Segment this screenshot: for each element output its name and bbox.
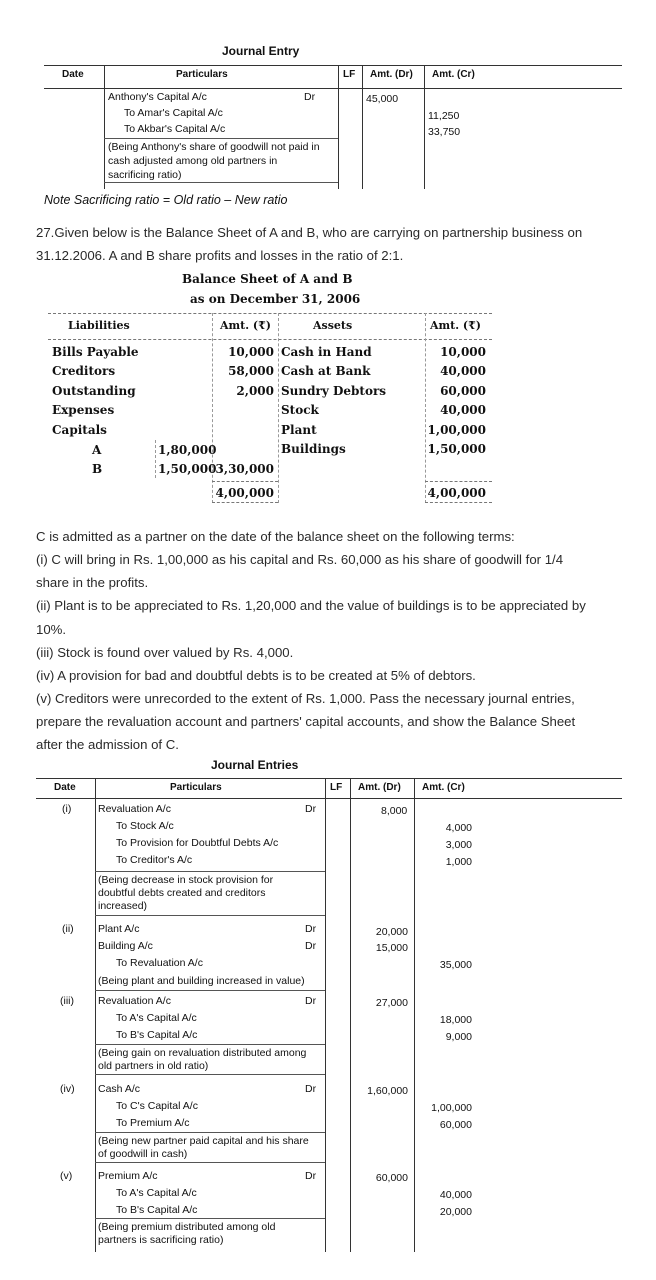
entry-2-dr-amount-2: 15,000 [375, 942, 408, 954]
bs-asset-amount-5: 1,00,000 [427, 423, 486, 437]
je2-header-lf: LF [330, 782, 343, 793]
entry-4-dr-amount: 1,60,000 [367, 1085, 408, 1097]
je1-header-particulars: Particulars [176, 69, 228, 80]
terms-line-8: (v) Creditors were unrecorded to the extent of Rs. 1,000. Pass the necessary journal entries, [36, 691, 575, 706]
entry-5-cr-amount-2: 20,000 [439, 1206, 472, 1218]
entry-1-narration-1: (Being decrease in stock provision for [98, 874, 274, 886]
terms-line-4: (ii) Plant is to be appreciated to Rs. 1,20,000 and the value of buildings is to be appreciated by [36, 598, 586, 613]
entry-2-dr-amount-1: 20,000 [375, 926, 408, 938]
bs-capital-a: 1,80,000 [158, 443, 217, 457]
entry-4-credit-2: To Premium A/c [116, 1117, 190, 1129]
entry-5-narration-1: (Being premium distributed among old [98, 1221, 276, 1233]
entry-1-cr-amount-2: 3,000 [445, 839, 472, 851]
je2-header-particulars: Particulars [170, 782, 222, 793]
entry-1-narration-2: doubtful debts created and creditors [98, 887, 266, 899]
entry-2-cr-amount: 35,000 [439, 959, 472, 971]
terms-line-5: 10%. [36, 622, 67, 637]
je1-cr-amount-2: 33,750 [428, 126, 461, 138]
je1-cr-amount-1: 11,250 [428, 110, 460, 122]
bs-total-right: 4,00,000 [427, 486, 486, 500]
entry-3-dr-amount: 27,000 [375, 997, 408, 1009]
je1-dr-amount: 45,000 [366, 93, 399, 105]
bs-asset-stock: Stock [281, 403, 319, 417]
entry-3-credit-1: To A's Capital A/c [116, 1012, 197, 1024]
entry-2-dr-mark-2: Dr [305, 940, 317, 952]
bs-liability-creditors: Creditors [52, 364, 116, 378]
bs-asset-amount-1: 10,000 [440, 345, 486, 359]
entry-5-number: (v) [60, 1170, 73, 1182]
entry-2-number: (ii) [62, 923, 74, 935]
bs-asset-cash-in-hand: Cash in Hand [281, 345, 372, 359]
bs-capital-b-label: B [92, 462, 103, 476]
bs-asset-amount-2: 40,000 [440, 364, 486, 378]
entry-3-debit-account: Revaluation A/c [98, 995, 171, 1007]
bs-asset-sundry-debtors: Sundry Debtors [281, 384, 387, 398]
je1-header-lf: LF [343, 69, 356, 80]
entry-4-narration-1: (Being new partner paid capital and his share [98, 1135, 309, 1147]
terms-line-10: after the admission of C. [36, 737, 179, 752]
entry-4-debit-account: Cash A/c [98, 1083, 141, 1095]
journal-entry-title: Journal Entry [222, 44, 300, 58]
bs-asset-amount-6: 1,50,000 [427, 442, 486, 456]
bs-liability-expenses: Expenses [52, 403, 115, 417]
entry-1-cr-amount-1: 4,000 [445, 822, 472, 834]
entry-5-dr-mark: Dr [305, 1170, 317, 1182]
bs-capital-b: 1,50,000 [158, 462, 217, 476]
bs-capital-total: 3,30,000 [215, 462, 274, 476]
entry-1-narration-3: increased) [98, 900, 148, 912]
question-line-2: 31.12.2006. A and B share profits and losses in the ratio of 2:1. [36, 248, 404, 263]
je2-header-dr: Amt. (Dr) [358, 782, 401, 793]
entry-5-dr-amount: 60,000 [375, 1172, 408, 1184]
entry-3-credit-2: To B's Capital A/c [116, 1029, 198, 1041]
terms-line-9: prepare the revaluation account and partners' capital accounts, and show the Balance Sheet [36, 714, 576, 729]
entry-2-debit-2: Building A/c [98, 940, 153, 952]
je1-debit-account: Anthony's Capital A/c [108, 91, 207, 103]
bs-asset-buildings: Buildings [281, 442, 346, 456]
entry-3-cr-amount-2: 9,000 [445, 1031, 472, 1043]
je1-narration-1: (Being Anthony's share of goodwill not paid in [108, 141, 320, 153]
je1-narration-2: cash adjusted among old partners in [108, 155, 278, 167]
bs-liability-capitals: Capitals [52, 423, 107, 437]
entry-4-cr-amount-1: 1,00,000 [431, 1102, 472, 1114]
entry-1-credit-1: To Stock A/c [116, 820, 174, 832]
entry-2-debit-1: Plant A/c [98, 923, 140, 935]
je1-header-dr: Amt. (Dr) [370, 69, 413, 80]
entry-1-dr-amount: 8,000 [381, 805, 408, 817]
je1-credit-account-1: To Amar's Capital A/c [124, 107, 223, 119]
bs-header-assets: Assets [313, 319, 353, 332]
entry-3-number: (iii) [60, 995, 74, 1007]
bs-header-liabilities: Liabilities [68, 319, 130, 332]
entry-1-cr-amount-3: 1,000 [445, 856, 472, 868]
balance-sheet-subtitle: as on December 31, 2006 [190, 292, 361, 306]
terms-line-7: (iv) A provision for bad and doubtful debts is to be created at 5% of debtors. [36, 668, 476, 683]
entry-1-dr-mark: Dr [305, 803, 317, 815]
bs-header-amt-right: Amt. (₹) [430, 319, 481, 332]
entry-5-cr-amount-1: 40,000 [439, 1189, 472, 1201]
bs-asset-amount-4: 40,000 [440, 403, 486, 417]
entry-3-narration-1: (Being gain on revaluation distributed among [98, 1047, 307, 1059]
terms-line-1: C is admitted as a partner on the date of the balance sheet on the following terms: [36, 529, 515, 544]
balance-sheet-title: Balance Sheet of A and B [182, 272, 353, 286]
entry-5-credit-2: To B's Capital A/c [116, 1204, 198, 1216]
entry-2-dr-mark-1: Dr [305, 923, 317, 935]
entry-1-credit-2: To Provision for Doubtful Debts A/c [116, 837, 279, 849]
entry-1-debit-account: Revaluation A/c [98, 803, 171, 815]
je2-header-date: Date [54, 782, 76, 793]
bs-asset-amount-3: 60,000 [440, 384, 486, 398]
bs-liab-amount-3: 2,000 [236, 384, 274, 398]
entry-2-credit-1: To Revaluation A/c [116, 957, 203, 969]
entry-3-narration-2: old partners in old ratio) [98, 1060, 209, 1072]
je1-header-cr: Amt. (Cr) [432, 69, 475, 80]
entry-5-debit-account: Premium A/c [98, 1170, 158, 1182]
je2-header-cr: Amt. (Cr) [422, 782, 465, 793]
je1-header-date: Date [62, 69, 84, 80]
entry-4-dr-mark: Dr [305, 1083, 317, 1095]
bs-asset-plant: Plant [281, 423, 317, 437]
entry-4-cr-amount-2: 60,000 [439, 1119, 472, 1131]
je1-narration-3: sacrificing ratio) [108, 169, 182, 181]
entry-4-credit-1: To C's Capital A/c [116, 1100, 198, 1112]
note-sacrificing-ratio: Note Sacrificing ratio = Old ratio – New ratio [44, 193, 288, 207]
entry-2-narration: (Being plant and building increased in value) [98, 975, 305, 987]
bs-liability-outstanding: Outstanding [52, 384, 136, 398]
entry-1-number: (i) [62, 803, 72, 815]
bs-liab-amount-2: 58,000 [228, 364, 274, 378]
bs-capital-a-label: A [92, 443, 102, 457]
question-line-1: 27.Given below is the Balance Sheet of A and B, who are carrying on partnership business on [36, 225, 583, 240]
entry-4-number: (iv) [60, 1083, 75, 1095]
bs-liability-bills-payable: Bills Payable [52, 345, 139, 359]
bs-header-amt-left: Amt. (₹) [220, 319, 271, 332]
bs-total-left: 4,00,000 [215, 486, 274, 500]
entry-3-cr-amount-1: 18,000 [439, 1014, 472, 1026]
journal-entries-title: Journal Entries [211, 758, 299, 772]
je1-dr-mark: Dr [304, 91, 316, 103]
terms-line-6: (iii) Stock is found over valued by Rs. 4,000. [36, 645, 294, 660]
je1-credit-account-2: To Akbar's Capital A/c [124, 123, 226, 135]
terms-line-3: share in the profits. [36, 575, 149, 590]
terms-line-2: (i) C will bring in Rs. 1,00,000 as his capital and Rs. 60,000 as his share of goodwill for 1/4 [36, 552, 564, 567]
entry-3-dr-mark: Dr [305, 995, 317, 1007]
bs-liab-amount-1: 10,000 [228, 345, 274, 359]
entry-5-credit-1: To A's Capital A/c [116, 1187, 197, 1199]
bs-asset-cash-at-bank: Cash at Bank [281, 364, 371, 378]
entry-4-narration-2: of goodwill in cash) [98, 1148, 188, 1160]
entry-1-credit-3: To Creditor's A/c [116, 854, 193, 866]
entry-5-narration-2: partners is sacrificing ratio) [98, 1234, 224, 1246]
